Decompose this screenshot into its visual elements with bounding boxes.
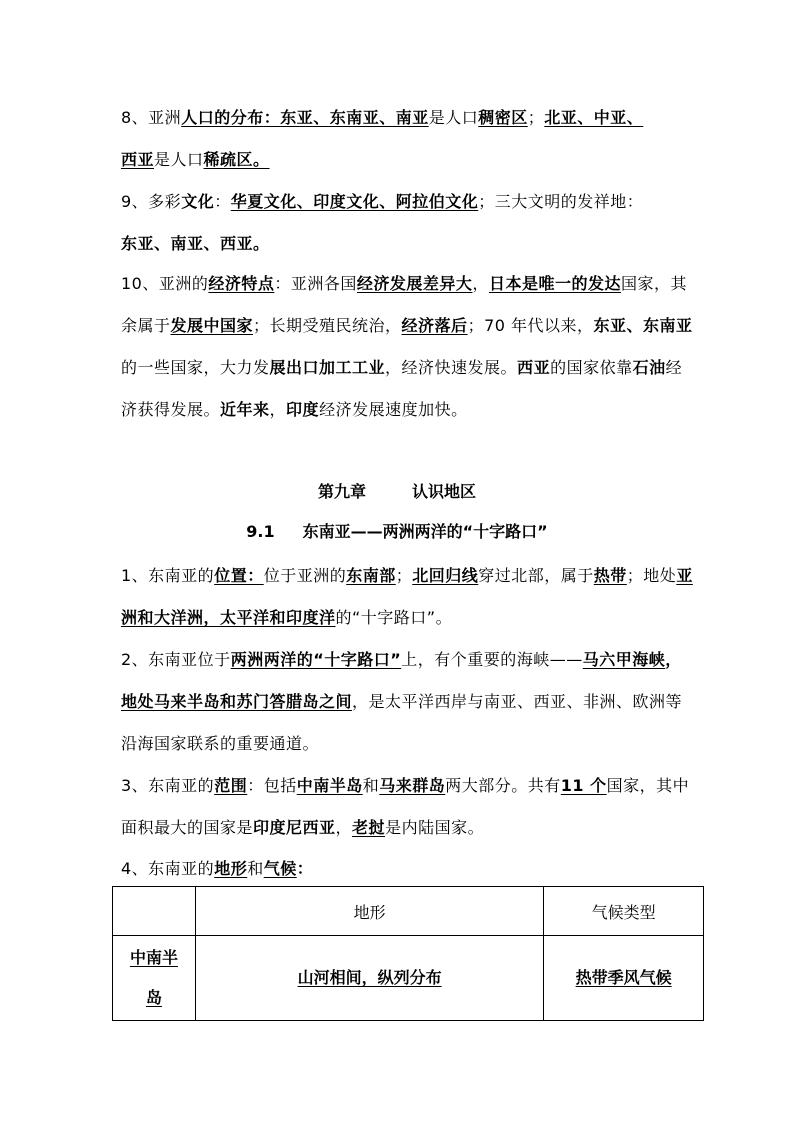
- text: 和: [247, 859, 264, 878]
- chapter-number: 第九章: [317, 482, 366, 501]
- text: 1、东南亚的: [121, 566, 215, 585]
- text: ：: [296, 859, 314, 878]
- text: ：: [263, 108, 281, 127]
- text: 8、亚洲: [121, 108, 182, 127]
- keyword: 文化: [181, 192, 215, 211]
- keyword: 老挝: [352, 818, 386, 837]
- table-header-cell: [113, 887, 196, 936]
- text: ，: [269, 400, 287, 419]
- text: 的国家依靠: [550, 358, 633, 377]
- keyword: 发展中国家: [170, 316, 254, 335]
- text: 2、东南亚位于: [121, 650, 231, 669]
- keyword: 东南部: [346, 566, 396, 585]
- section-number: 9.1: [246, 522, 275, 541]
- text: ，经济快速发展。: [385, 358, 518, 377]
- paragraph-s4: [121, 848, 697, 890]
- keyword: 西: [517, 358, 534, 377]
- text: ；: [395, 566, 413, 585]
- keyword: 北亚、中亚、: [544, 108, 644, 127]
- keyword: 稀疏区。: [203, 150, 270, 169]
- text: 上，有个重要的海峡——: [401, 650, 583, 669]
- keyword: 11 个: [560, 776, 607, 795]
- paragraph-8: [121, 97, 697, 181]
- paragraph-s3: [121, 765, 697, 849]
- keyword: 两洲两洋的“十字路口”: [230, 650, 402, 669]
- keyword: 地形: [214, 859, 248, 878]
- text: 经济获得发展。: [121, 358, 683, 419]
- text: 经济发展速度加快。: [319, 400, 468, 419]
- chapter-title: 认识地区: [412, 482, 477, 501]
- text: ，: [665, 650, 682, 669]
- text: ，: [335, 818, 353, 837]
- keyword: 马来群岛: [379, 776, 446, 795]
- keyword: 经济落后: [401, 316, 468, 335]
- keyword: 近年来: [220, 400, 270, 419]
- text: 9、多彩: [121, 192, 182, 211]
- text: 的一些国家，大力发: [121, 358, 270, 377]
- text: 两大部分。共有: [445, 776, 561, 795]
- keyword: 人口的分布: [181, 108, 264, 127]
- text: ：包括: [247, 776, 297, 795]
- text: 国家，其中面积最大的国家是: [121, 776, 690, 837]
- text: ：: [214, 192, 231, 211]
- text: 10、亚洲的: [121, 274, 209, 293]
- text: ：亚洲各国: [274, 274, 357, 293]
- keyword: 稠密区: [478, 108, 528, 127]
- text: 国家，其余属于: [121, 274, 687, 335]
- text: ，: [472, 274, 489, 293]
- paragraph-s1: [121, 555, 697, 639]
- text: 3、东南亚的: [121, 776, 215, 795]
- keyword: 中南半岛: [296, 776, 363, 795]
- keyword: 位置：: [214, 566, 264, 585]
- keyword: 西亚: [121, 150, 155, 169]
- table-row: [113, 936, 704, 1021]
- table-header-cell: 气候类型: [544, 887, 704, 936]
- table-header-cell: 地形: [195, 887, 543, 936]
- keyword: 热带: [593, 566, 627, 585]
- text: 位于亚洲的: [263, 566, 347, 585]
- text: ；: [527, 108, 545, 127]
- text: ；长期受殖民统治，: [253, 316, 402, 335]
- table-cell: 山河相间，纵列分布: [195, 936, 543, 1021]
- text: 的“十字路口”。: [335, 608, 453, 627]
- text: 和: [362, 776, 380, 795]
- keyword: 亚洲和大洋洲，太平洋和印度洋: [121, 566, 693, 627]
- text: 穿过北部，属于: [478, 566, 594, 585]
- keyword: 印度: [286, 400, 320, 419]
- keyword: 地处马来半岛和苏门答腊岛之间: [121, 692, 353, 711]
- text: ；地处: [626, 566, 677, 585]
- keyword: 印度尼西亚: [253, 818, 336, 837]
- table-cell: 热带季风气候: [544, 936, 704, 1021]
- table-cell: 中南半岛: [113, 936, 196, 1021]
- chapter-heading: [0, 477, 794, 507]
- text: 是人口: [428, 108, 479, 127]
- keyword: 展出口加工工业: [269, 358, 386, 377]
- keyword: 马六甲海峡: [582, 650, 666, 669]
- section-heading: [0, 517, 794, 547]
- text: ；70 年代以来，: [467, 316, 594, 335]
- text: 4、东南亚的: [121, 859, 215, 878]
- text: ，是太平洋西岸与南亚、西亚、非洲、欧洲等沿海国家联系的重要通道。: [121, 692, 683, 753]
- text: 是内陆国家。: [385, 818, 485, 837]
- keyword: 石油: [632, 358, 666, 377]
- keyword: 范围: [214, 776, 248, 795]
- paragraph-10: [121, 263, 697, 431]
- table-header-row: [113, 887, 704, 936]
- text: 是人口: [154, 150, 204, 169]
- paragraph-s2: [121, 639, 697, 765]
- keyword: 华夏文化、印度文化、阿拉伯文化: [230, 192, 479, 211]
- keyword: 亚: [533, 358, 551, 377]
- keyword: 东亚、东南亚、南亚: [280, 108, 429, 127]
- keyword: 东亚、东南亚: [593, 316, 693, 335]
- paragraph-9: [121, 181, 697, 265]
- keyword: 东亚、南亚、西亚。: [121, 234, 270, 253]
- keyword: 气候: [263, 859, 297, 878]
- keyword: 日本是唯一的发达: [488, 274, 621, 293]
- keyword: 北回归线: [412, 566, 479, 585]
- keyword: 经济发展差异大: [356, 274, 473, 293]
- keyword: 经济特点: [208, 274, 275, 293]
- terrain-climate-table: [112, 886, 704, 1021]
- text: ；三大文明的发祥地：: [478, 192, 644, 211]
- section-title: 东南亚——两洲两洋的“十字路口”: [302, 522, 548, 541]
